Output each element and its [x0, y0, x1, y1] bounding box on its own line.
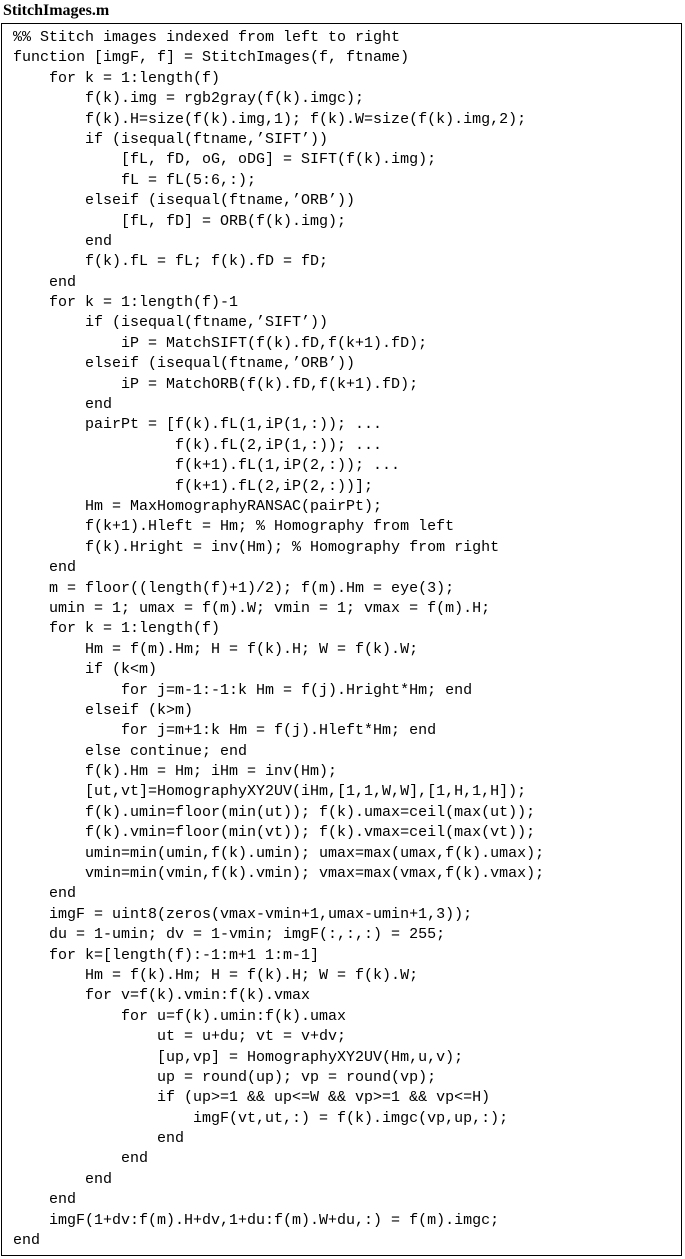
code-line: for u=f(k).umin:f(k).umax [13, 1007, 347, 1025]
code-line: else continue; end [13, 742, 248, 760]
code-line: end [13, 1232, 41, 1250]
code-line: f(k).fL(2,iP(1,:)); ... [13, 436, 383, 454]
code-line: f(k+1).fL(2,iP(2,:))]; [13, 477, 374, 495]
code-line: [ut,vt]=HomographyXY2UV(iHm,[1,1,W,W],[1,H,1,H]); [13, 783, 527, 801]
code-line: for j=m-1:-1:k Hm = f(j).Hright*Hm; end [13, 681, 473, 699]
code-line: f(k).vmin=floor(min(vt)); f(k).vmax=ceil(max(vt)); [13, 824, 536, 842]
code-line: end [13, 232, 113, 250]
code-line: vmin=min(vmin,f(k).vmin); vmax=max(vmax,f(k).vmax); [13, 865, 545, 883]
code-line: if (up>=1 && up<=W && vp>=1 && vp<=H) [13, 1089, 491, 1107]
code-line: end [13, 396, 113, 414]
code-line: imgF(1+dv:f(m).H+dv,1+du:f(m).W+du,:) = f(m).imgc; [13, 1211, 500, 1229]
code-line: iP = MatchORB(f(k).fD,f(k+1).fD); [13, 375, 419, 393]
code-line: iP = MatchSIFT(f(k).fD,f(k+1).fD); [13, 334, 428, 352]
code-line: [fL, fD, oG, oDG] = SIFT(f(k).img); [13, 151, 437, 169]
code-line: du = 1-umin; dv = 1-vmin; imgF(:,:,:) = 255; [13, 926, 446, 944]
code-line: end [13, 1130, 185, 1148]
code-line: end [13, 559, 77, 577]
code-line: if (isequal(ftname,’SIFT’)) [13, 314, 329, 332]
code-line: f(k+1).fL(1,iP(2,:)); ... [13, 457, 401, 475]
code-line: Hm = f(k).Hm; H = f(k).H; W = f(k).W; [13, 966, 419, 984]
code-line: fL = fL(5:6,:); [13, 171, 257, 189]
code-line: pairPt = [f(k).fL(1,iP(1,:)); ... [13, 416, 383, 434]
code-line: f(k).img = rgb2gray(f(k).imgc); [13, 90, 365, 108]
code-line: end [13, 885, 77, 903]
code-line: f(k).fL = fL; f(k).fD = fD; [13, 253, 329, 271]
code-line: for k = 1:length(f)-1 [13, 294, 239, 312]
code-lines [13, 28, 544, 1251]
code-line: umin = 1; umax = f(m).W; vmin = 1; vmax = f(m).H; [13, 599, 491, 617]
code-line: f(k).Hm = Hm; iHm = inv(Hm); [13, 763, 338, 781]
code-line: [fL, fD] = ORB(f(k).img); [13, 212, 347, 230]
code-line: for k = 1:length(f) [13, 620, 221, 638]
code-line: for k=[length(f):-1:m+1 1:m-1] [13, 946, 320, 964]
code-line: f(k).umin=floor(min(ut)); f(k).umax=ceil(max(ut)); [13, 803, 536, 821]
code-line: umin=min(umin,f(k).umin); umax=max(umax,f(k).umax); [13, 844, 545, 862]
code-line: m = floor((length(f)+1)/2); f(m).Hm = eye(3); [13, 579, 455, 597]
code-line: imgF(vt,ut,:) = f(k).imgc(vp,up,:); [13, 1109, 509, 1127]
code-line: [up,vp] = HomographyXY2UV(Hm,u,v); [13, 1048, 464, 1066]
code-line: up = round(up); vp = round(vp); [13, 1068, 437, 1086]
code-line: f(k).H=size(f(k).img,1); f(k).W=size(f(k).img,2); [13, 110, 527, 128]
code-line: end [13, 1191, 77, 1209]
code-line: end [13, 1170, 113, 1188]
code-line: if (isequal(ftname,’SIFT’)) [13, 130, 329, 148]
code-line: for k = 1:length(f) [13, 69, 221, 87]
file-title: StitchImages.m [3, 2, 110, 19]
code-line: end [13, 273, 77, 291]
code-line: for j=m+1:k Hm = f(j).Hleft*Hm; end [13, 722, 437, 740]
code-line: elseif (isequal(ftname,’ORB’)) [13, 192, 356, 210]
code-line: elseif (isequal(ftname,’ORB’)) [13, 355, 356, 373]
code-line: Hm = f(m).Hm; H = f(k).H; W = f(k).W; [13, 640, 419, 658]
code-line: Hm = MaxHomographyRANSAC(pairPt); [13, 497, 383, 515]
code-line: elseif (k>m) [13, 701, 194, 719]
code-line: if (k<m) [13, 661, 158, 679]
code-line: imgF = uint8(zeros(vmax-vmin+1,umax-umin+1,3)); [13, 905, 473, 923]
code-line: f(k+1).Hleft = Hm; % Homography from left [13, 518, 455, 536]
code-line: ut = u+du; vt = v+dv; [13, 1028, 347, 1046]
code-line: end [13, 1150, 149, 1168]
code-line: function [imgF, f] = StitchImages(f, ftname) [13, 49, 410, 67]
code-line: for v=f(k).vmin:f(k).vmax [13, 987, 311, 1005]
code-line: f(k).Hright = inv(Hm); % Homography from right [13, 538, 500, 556]
code-line: %% Stitch images indexed from left to right [13, 29, 401, 46]
code-listing [1, 23, 682, 1256]
